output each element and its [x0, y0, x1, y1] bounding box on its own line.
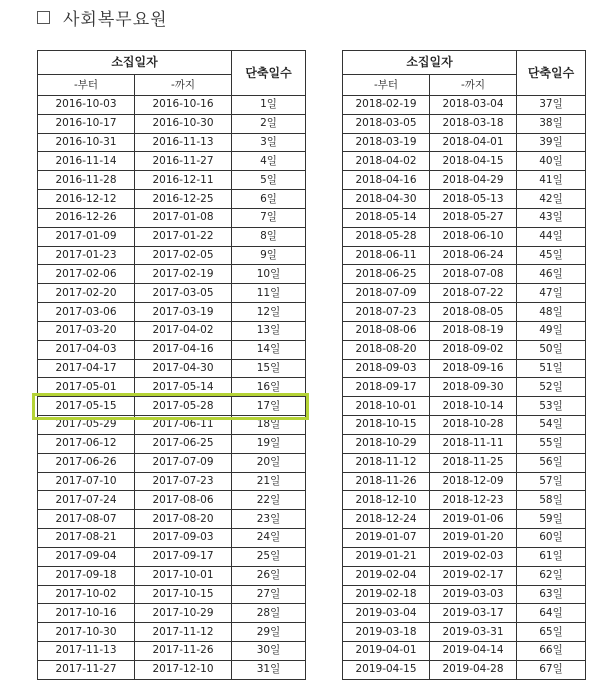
reduction-days-cell: 48일	[517, 303, 586, 322]
table-row	[343, 190, 586, 209]
reduction-days-cell: 38일	[517, 114, 586, 133]
section-heading	[37, 4, 168, 30]
to-date-cell: 2017-11-12	[135, 623, 232, 642]
from-date-cell: 2017-11-13	[38, 642, 135, 661]
from-date-cell: 2017-07-24	[38, 491, 135, 510]
table-row	[343, 303, 586, 322]
table-row	[343, 227, 586, 246]
to-date-cell: 2019-01-20	[430, 529, 517, 548]
reduction-days-cell: 41일	[517, 171, 586, 190]
table-row	[38, 510, 306, 529]
table-row	[38, 133, 306, 152]
table-row	[38, 397, 306, 416]
to-date-cell: 2019-02-03	[430, 547, 517, 566]
table-row	[343, 171, 586, 190]
from-date-cell: 2017-07-10	[38, 472, 135, 491]
to-date-cell: 2016-12-11	[135, 171, 232, 190]
to-date-cell: 2017-10-29	[135, 604, 232, 623]
reduction-days-cell: 31일	[232, 660, 306, 679]
from-date-cell: 2017-09-04	[38, 547, 135, 566]
to-date-cell: 2019-03-03	[430, 585, 517, 604]
table-row	[343, 453, 586, 472]
from-date-cell: 2017-10-02	[38, 585, 135, 604]
from-date-cell: 2018-12-24	[343, 510, 430, 529]
reduction-days-cell: 63일	[517, 585, 586, 604]
to-date-cell: 2017-11-26	[135, 642, 232, 661]
from-date-cell: 2016-10-17	[38, 114, 135, 133]
from-date-cell: 2018-05-14	[343, 208, 430, 227]
to-date-cell: 2017-09-03	[135, 529, 232, 548]
from-date-cell: 2017-08-21	[38, 529, 135, 548]
reduction-days-cell: 14일	[232, 340, 306, 359]
reduction-days-cell: 20일	[232, 453, 306, 472]
from-date-cell: 2019-02-04	[343, 566, 430, 585]
table-row	[343, 321, 586, 340]
table-row	[343, 378, 586, 397]
to-date-cell: 2017-06-25	[135, 434, 232, 453]
table-row	[38, 227, 306, 246]
table-row	[38, 378, 306, 397]
table-row	[38, 96, 306, 115]
table-row	[38, 246, 306, 265]
reduction-days-cell: 57일	[517, 472, 586, 491]
table-row	[38, 623, 306, 642]
table-row	[38, 642, 306, 661]
from-date-cell: 2018-07-23	[343, 303, 430, 322]
reduction-days-cell: 50일	[517, 340, 586, 359]
from-date-cell: 2018-06-11	[343, 246, 430, 265]
from-date-cell: 2018-04-02	[343, 152, 430, 171]
table-row	[343, 133, 586, 152]
table-row	[38, 359, 306, 378]
header-from: -부터	[38, 75, 135, 96]
to-date-cell: 2018-06-24	[430, 246, 517, 265]
from-date-cell: 2018-06-25	[343, 265, 430, 284]
reduction-days-cell: 8일	[232, 227, 306, 246]
reduction-days-cell: 53일	[517, 397, 586, 416]
reduction-days-cell: 15일	[232, 359, 306, 378]
from-date-cell: 2018-09-03	[343, 359, 430, 378]
to-date-cell: 2018-09-02	[430, 340, 517, 359]
section-title: 사회복무요원	[63, 9, 168, 30]
from-date-cell: 2018-10-29	[343, 434, 430, 453]
reduction-days-cell: 29일	[232, 623, 306, 642]
from-date-cell: 2018-04-30	[343, 190, 430, 209]
from-date-cell: 2017-11-27	[38, 660, 135, 679]
reduction-days-cell: 7일	[232, 208, 306, 227]
from-date-cell: 2019-04-01	[343, 642, 430, 661]
reduction-days-cell: 16일	[232, 378, 306, 397]
table-row	[343, 340, 586, 359]
table-row	[343, 642, 586, 661]
reduction-days-cell: 2일	[232, 114, 306, 133]
reduction-days-cell: 58일	[517, 491, 586, 510]
table-row	[343, 265, 586, 284]
from-date-cell: 2017-05-29	[38, 416, 135, 435]
reduction-days-cell: 65일	[517, 623, 586, 642]
to-date-cell: 2017-08-06	[135, 491, 232, 510]
reduction-days-cell: 62일	[517, 566, 586, 585]
reduction-days-cell: 25일	[232, 547, 306, 566]
reduction-days-cell: 24일	[232, 529, 306, 548]
from-date-cell: 2017-01-23	[38, 246, 135, 265]
table-row	[38, 529, 306, 548]
reduction-days-cell: 52일	[517, 378, 586, 397]
table-row	[343, 208, 586, 227]
to-date-cell: 2018-04-29	[430, 171, 517, 190]
to-date-cell: 2017-05-28	[135, 397, 232, 416]
reduction-days-cell: 12일	[232, 303, 306, 322]
table-row	[38, 416, 306, 435]
table-row	[38, 190, 306, 209]
from-date-cell: 2019-01-07	[343, 529, 430, 548]
table-row	[38, 152, 306, 171]
to-date-cell: 2017-01-22	[135, 227, 232, 246]
table-row	[343, 434, 586, 453]
table-row	[343, 510, 586, 529]
to-date-cell: 2019-04-28	[430, 660, 517, 679]
reduction-days-cell: 37일	[517, 96, 586, 115]
to-date-cell: 2018-06-10	[430, 227, 517, 246]
reduction-days-cell: 30일	[232, 642, 306, 661]
from-date-cell: 2019-04-15	[343, 660, 430, 679]
reduction-days-cell: 61일	[517, 547, 586, 566]
to-date-cell: 2018-07-08	[430, 265, 517, 284]
to-date-cell: 2017-04-16	[135, 340, 232, 359]
reduction-days-cell: 3일	[232, 133, 306, 152]
reduction-days-cell: 19일	[232, 434, 306, 453]
from-date-cell: 2017-04-17	[38, 359, 135, 378]
reduction-days-cell: 49일	[517, 321, 586, 340]
reduction-days-cell: 60일	[517, 529, 586, 548]
to-date-cell: 2018-07-22	[430, 284, 517, 303]
table-row	[38, 321, 306, 340]
to-date-cell: 2018-09-16	[430, 359, 517, 378]
to-date-cell: 2018-11-11	[430, 434, 517, 453]
header-induction-date: 소집일자	[343, 51, 517, 75]
table-row	[343, 284, 586, 303]
table-row	[38, 660, 306, 679]
from-date-cell: 2017-03-20	[38, 321, 135, 340]
to-date-cell: 2017-05-14	[135, 378, 232, 397]
reduction-table-left	[37, 50, 306, 680]
table-row	[343, 529, 586, 548]
from-date-cell: 2017-03-06	[38, 303, 135, 322]
to-date-cell: 2018-08-19	[430, 321, 517, 340]
reduction-days-cell: 5일	[232, 171, 306, 190]
from-date-cell: 2017-10-30	[38, 623, 135, 642]
to-date-cell: 2017-08-20	[135, 510, 232, 529]
to-date-cell: 2018-03-04	[430, 96, 517, 115]
to-date-cell: 2019-03-17	[430, 604, 517, 623]
from-date-cell: 2017-02-20	[38, 284, 135, 303]
to-date-cell: 2017-09-17	[135, 547, 232, 566]
table-body-left	[38, 96, 306, 680]
reduction-days-cell: 23일	[232, 510, 306, 529]
from-date-cell: 2018-08-06	[343, 321, 430, 340]
table-row	[343, 491, 586, 510]
from-date-cell: 2016-12-26	[38, 208, 135, 227]
from-date-cell: 2018-12-10	[343, 491, 430, 510]
table-row	[38, 566, 306, 585]
table-row	[38, 491, 306, 510]
reduction-days-cell: 4일	[232, 152, 306, 171]
reduction-days-cell: 64일	[517, 604, 586, 623]
checkbox-square-icon	[37, 11, 50, 24]
reduction-days-cell: 67일	[517, 660, 586, 679]
to-date-cell: 2017-04-30	[135, 359, 232, 378]
to-date-cell: 2018-05-27	[430, 208, 517, 227]
from-date-cell: 2017-04-03	[38, 340, 135, 359]
from-date-cell: 2016-10-03	[38, 96, 135, 115]
from-date-cell: 2019-01-21	[343, 547, 430, 566]
to-date-cell: 2018-09-30	[430, 378, 517, 397]
table-row	[343, 397, 586, 416]
to-date-cell: 2017-07-23	[135, 472, 232, 491]
to-date-cell: 2019-04-14	[430, 642, 517, 661]
to-date-cell: 2017-03-05	[135, 284, 232, 303]
from-date-cell: 2016-10-31	[38, 133, 135, 152]
table-row	[38, 604, 306, 623]
table-row	[343, 152, 586, 171]
reduction-days-cell: 10일	[232, 265, 306, 284]
to-date-cell: 2017-01-08	[135, 208, 232, 227]
reduction-days-cell: 56일	[517, 453, 586, 472]
from-date-cell: 2016-12-12	[38, 190, 135, 209]
from-date-cell: 2018-08-20	[343, 340, 430, 359]
table-row	[343, 472, 586, 491]
to-date-cell: 2017-04-02	[135, 321, 232, 340]
from-date-cell: 2017-05-01	[38, 378, 135, 397]
header-to: -까지	[135, 75, 232, 96]
table-row	[38, 434, 306, 453]
to-date-cell: 2018-08-05	[430, 303, 517, 322]
table-row	[38, 265, 306, 284]
reduction-days-cell: 43일	[517, 208, 586, 227]
table-row	[343, 96, 586, 115]
to-date-cell: 2017-06-11	[135, 416, 232, 435]
reduction-days-cell: 21일	[232, 472, 306, 491]
reduction-days-cell: 51일	[517, 359, 586, 378]
to-date-cell: 2018-04-15	[430, 152, 517, 171]
header-to: -까지	[430, 75, 517, 96]
to-date-cell: 2017-10-01	[135, 566, 232, 585]
from-date-cell: 2017-09-18	[38, 566, 135, 585]
from-date-cell: 2017-10-16	[38, 604, 135, 623]
from-date-cell: 2017-05-15	[38, 397, 135, 416]
reduction-days-cell: 47일	[517, 284, 586, 303]
reduction-days-cell: 22일	[232, 491, 306, 510]
header-induction-date: 소집일자	[38, 51, 232, 75]
from-date-cell: 2018-10-15	[343, 416, 430, 435]
table-row	[343, 660, 586, 679]
to-date-cell: 2018-05-13	[430, 190, 517, 209]
from-date-cell: 2017-08-07	[38, 510, 135, 529]
table-row	[343, 359, 586, 378]
reduction-days-cell: 1일	[232, 96, 306, 115]
table-row	[38, 171, 306, 190]
from-date-cell: 2017-06-26	[38, 453, 135, 472]
from-date-cell: 2017-02-06	[38, 265, 135, 284]
reduction-days-cell: 18일	[232, 416, 306, 435]
from-date-cell: 2018-05-28	[343, 227, 430, 246]
from-date-cell: 2018-10-01	[343, 397, 430, 416]
table-row	[38, 284, 306, 303]
from-date-cell: 2018-03-19	[343, 133, 430, 152]
from-date-cell: 2019-02-18	[343, 585, 430, 604]
reduction-days-cell: 46일	[517, 265, 586, 284]
reduction-days-cell: 11일	[232, 284, 306, 303]
table-row	[343, 604, 586, 623]
table-row	[38, 547, 306, 566]
table-row	[343, 114, 586, 133]
to-date-cell: 2018-12-09	[430, 472, 517, 491]
header-reduction-days: 단축일수	[517, 51, 586, 96]
to-date-cell: 2018-03-18	[430, 114, 517, 133]
to-date-cell: 2018-12-23	[430, 491, 517, 510]
to-date-cell: 2016-12-25	[135, 190, 232, 209]
from-date-cell: 2018-07-09	[343, 284, 430, 303]
table-row	[343, 547, 586, 566]
from-date-cell: 2016-11-14	[38, 152, 135, 171]
from-date-cell: 2019-03-04	[343, 604, 430, 623]
reduction-days-cell: 39일	[517, 133, 586, 152]
reduction-days-cell: 42일	[517, 190, 586, 209]
reduction-days-cell: 9일	[232, 246, 306, 265]
reduction-days-cell: 45일	[517, 246, 586, 265]
reduction-days-cell: 6일	[232, 190, 306, 209]
to-date-cell: 2016-11-13	[135, 133, 232, 152]
reduction-days-cell: 13일	[232, 321, 306, 340]
from-date-cell: 2018-11-26	[343, 472, 430, 491]
header-from: -부터	[343, 75, 430, 96]
table-row	[38, 208, 306, 227]
reduction-table-right	[342, 50, 586, 680]
table-row	[38, 585, 306, 604]
reduction-days-cell: 26일	[232, 566, 306, 585]
reduction-days-cell: 54일	[517, 416, 586, 435]
from-date-cell: 2019-03-18	[343, 623, 430, 642]
to-date-cell: 2016-10-16	[135, 96, 232, 115]
table-row	[38, 453, 306, 472]
to-date-cell: 2017-10-15	[135, 585, 232, 604]
to-date-cell: 2018-10-14	[430, 397, 517, 416]
from-date-cell: 2018-11-12	[343, 453, 430, 472]
to-date-cell: 2019-01-06	[430, 510, 517, 529]
from-date-cell: 2018-03-05	[343, 114, 430, 133]
to-date-cell: 2016-11-27	[135, 152, 232, 171]
to-date-cell: 2018-04-01	[430, 133, 517, 152]
to-date-cell: 2017-03-19	[135, 303, 232, 322]
table-row	[343, 585, 586, 604]
reduction-days-cell: 28일	[232, 604, 306, 623]
table-row	[343, 566, 586, 585]
from-date-cell: 2017-01-09	[38, 227, 135, 246]
from-date-cell: 2018-09-17	[343, 378, 430, 397]
to-date-cell: 2019-03-31	[430, 623, 517, 642]
to-date-cell: 2016-10-30	[135, 114, 232, 133]
reduction-days-cell: 27일	[232, 585, 306, 604]
table-row	[343, 416, 586, 435]
reduction-days-cell: 40일	[517, 152, 586, 171]
from-date-cell: 2018-02-19	[343, 96, 430, 115]
from-date-cell: 2017-06-12	[38, 434, 135, 453]
to-date-cell: 2017-12-10	[135, 660, 232, 679]
table-row	[343, 246, 586, 265]
table-row	[38, 472, 306, 491]
header-reduction-days: 단축일수	[232, 51, 306, 96]
table-row	[38, 303, 306, 322]
to-date-cell: 2018-11-25	[430, 453, 517, 472]
to-date-cell: 2017-02-19	[135, 265, 232, 284]
table-row	[38, 340, 306, 359]
table-body-right	[343, 96, 586, 680]
to-date-cell: 2017-07-09	[135, 453, 232, 472]
table-row	[38, 114, 306, 133]
to-date-cell: 2017-02-05	[135, 246, 232, 265]
to-date-cell: 2019-02-17	[430, 566, 517, 585]
reduction-days-cell: 44일	[517, 227, 586, 246]
reduction-days-cell: 66일	[517, 642, 586, 661]
table-row	[343, 623, 586, 642]
reduction-days-cell: 17일	[232, 397, 306, 416]
reduction-days-cell: 55일	[517, 434, 586, 453]
to-date-cell: 2018-10-28	[430, 416, 517, 435]
reduction-days-cell: 59일	[517, 510, 586, 529]
from-date-cell: 2016-11-28	[38, 171, 135, 190]
from-date-cell: 2018-04-16	[343, 171, 430, 190]
